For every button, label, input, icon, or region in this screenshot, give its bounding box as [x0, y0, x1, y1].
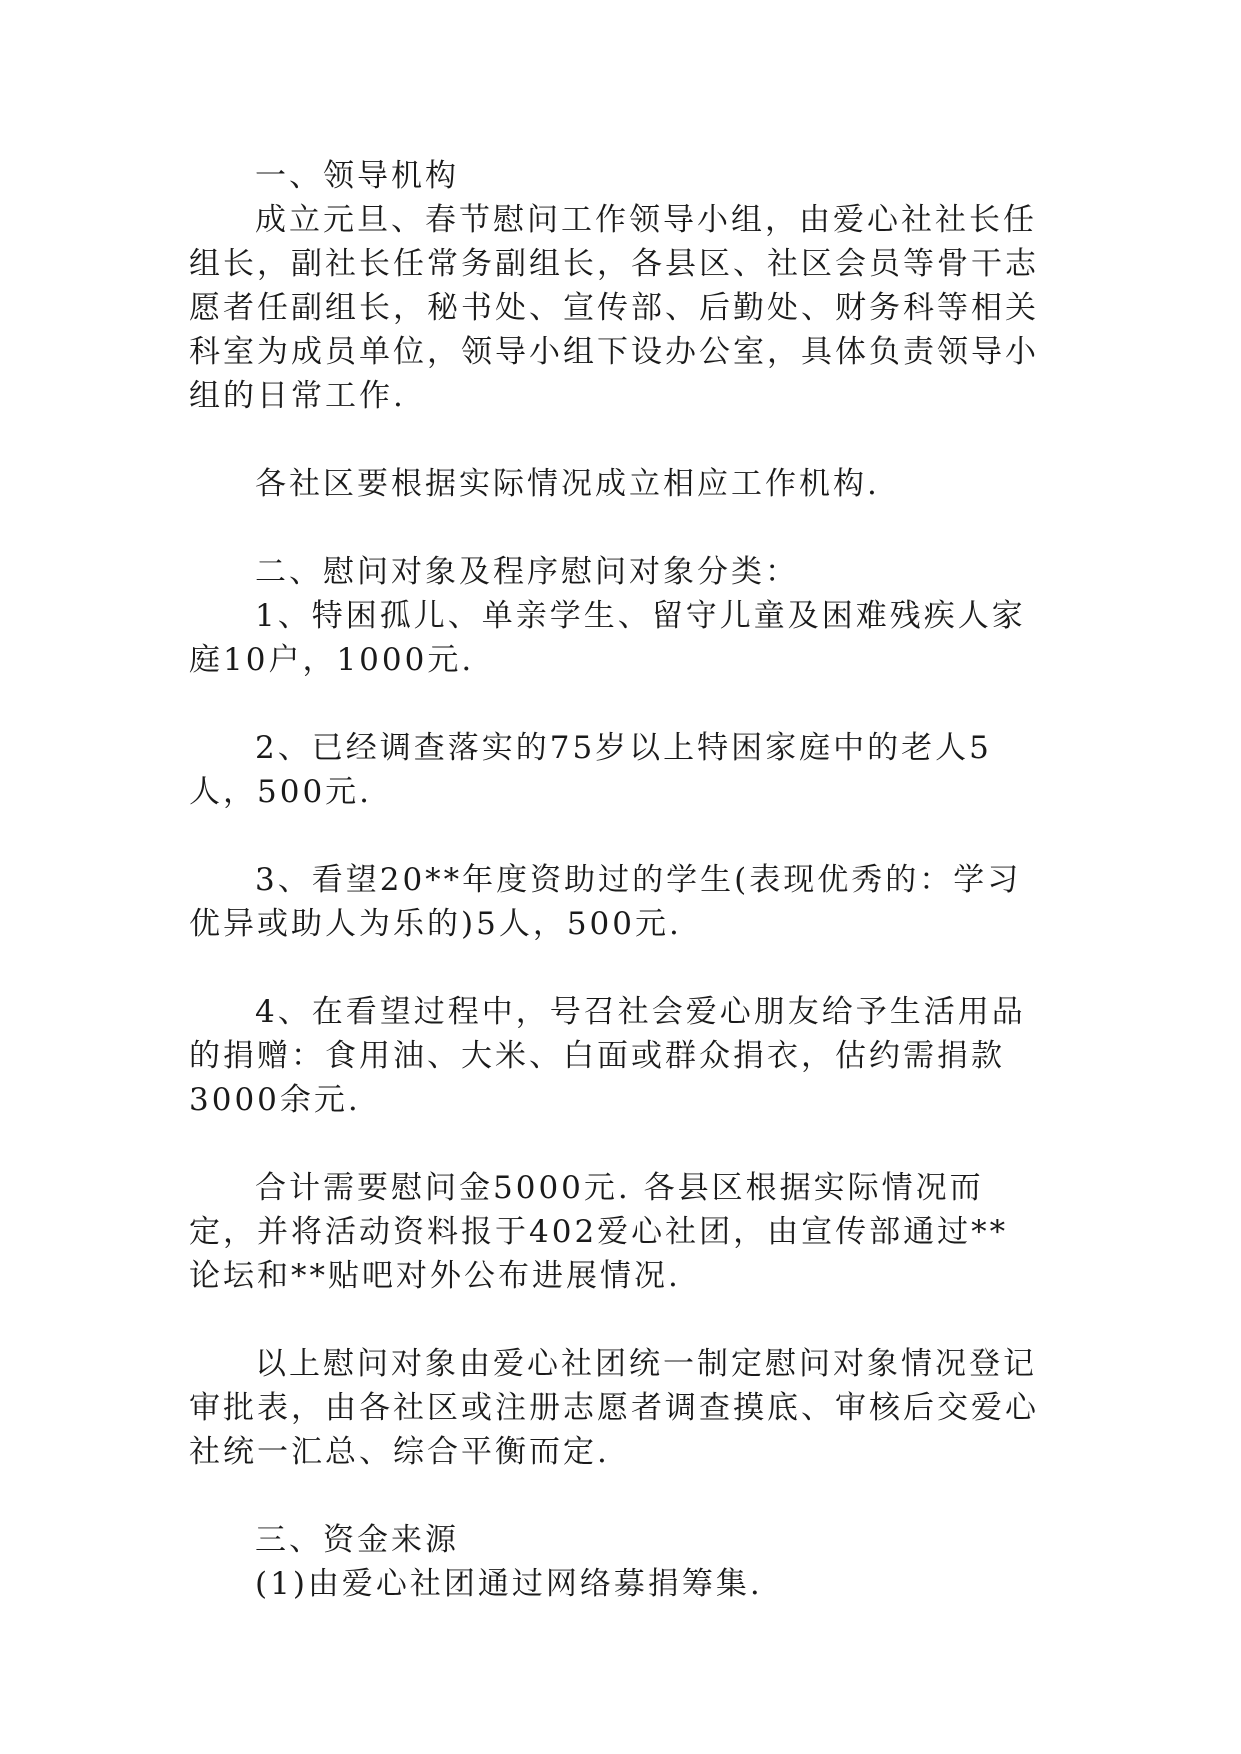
list-item-1: 1、特困孤儿、单亲学生、留守儿童及困难残疾人家庭10户，1000元.: [189, 598, 1026, 678]
paragraph-approval: 以上慰问对象由爱心社团统一制定慰问对象情况登记审批表，由各社区或注册志愿者调查摸底、审核后交爱心社统一汇总、综合平衡而定.: [189, 1346, 1039, 1470]
list-item-4: 4、在看望过程中，号召社会爱心朋友给予生活用品的捐赠：食用油、大米、白面或群众捐衣，估约需捐款3000余元.: [189, 994, 1026, 1118]
list-item-2: 2、已经调查落实的75岁以上特困家庭中的老人5人，500元.: [189, 730, 992, 810]
section-heading-funding: 三、资金来源: [255, 1522, 459, 1558]
document-body: [189, 154, 1039, 1606]
list-item-3: 3、看望20**年度资助过的学生(表现优秀的：学习优异或助人为乐的)5人，500元.: [189, 862, 1022, 942]
paragraph-leadership: 成立元旦、春节慰问工作领导小组，由爱心社社长任组长，副社长任常务副组长，各县区、社区会员等骨干志愿者任副组长，秘书处、宣传部、后勤处、财务科等相关科室为成员单位，领导小组下设办公室，具体负责领导小组的日常工作.: [189, 202, 1039, 414]
list-item-funding-1: (1)由爱心社团通过网络募捐筹集.: [255, 1566, 763, 1602]
section-heading-leadership: 一、领导机构: [255, 158, 459, 194]
section-heading-recipients: 二、慰问对象及程序慰问对象分类：: [255, 554, 799, 590]
paragraph-community-org: 各社区要根据实际情况成立相应工作机构.: [255, 466, 880, 502]
paragraph-total: 合计需要慰问金5000元. 各县区根据实际情况而定，并将活动资料报于402爱心社团，由宣传部通过**论坛和**贴吧对外公布进展情况.: [189, 1170, 1009, 1294]
